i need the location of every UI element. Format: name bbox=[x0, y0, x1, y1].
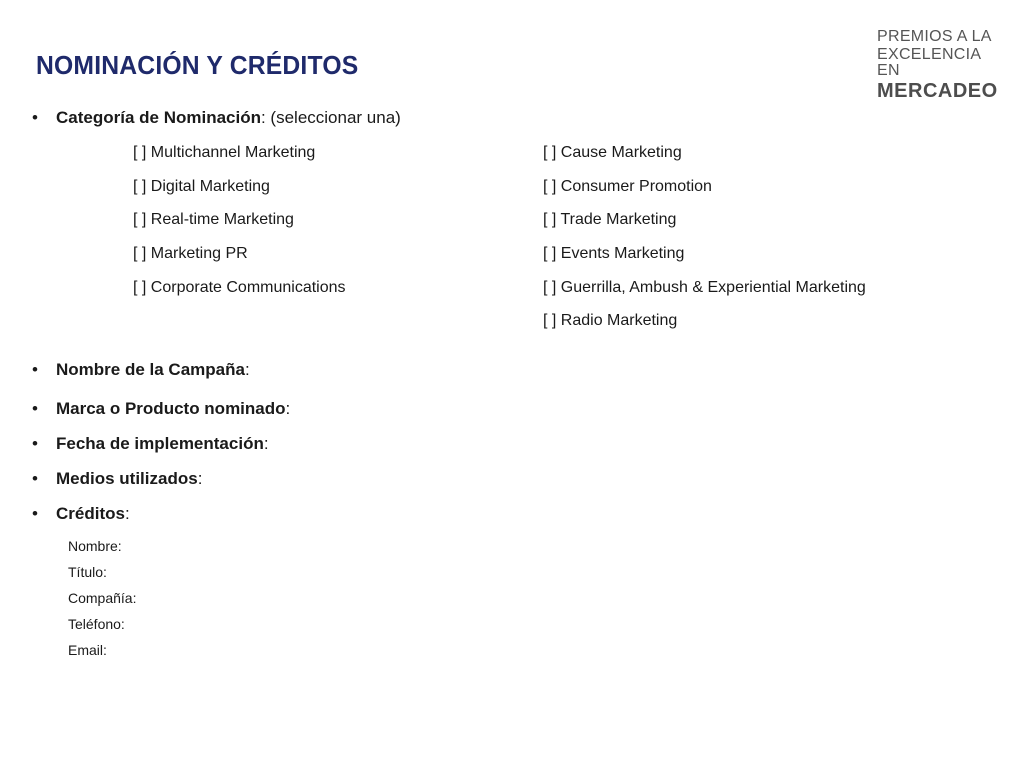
credit-email: Email: bbox=[68, 642, 107, 658]
credit-phone: Teléfono: bbox=[68, 616, 125, 632]
option-multichannel-marketing[interactable]: [ ] Multichannel Marketing bbox=[133, 144, 316, 161]
bullet-icon: • bbox=[32, 504, 38, 523]
field-label: Fecha de implementación bbox=[56, 434, 264, 453]
field-credits bbox=[32, 504, 130, 524]
bullet-icon: • bbox=[32, 399, 38, 418]
field-colon: : bbox=[244, 360, 250, 379]
field-implementation-date bbox=[32, 434, 269, 454]
option-marketing-pr[interactable]: [ ] Marketing PR bbox=[133, 245, 248, 262]
option-real-time-marketing[interactable]: [ ] Real-time Marketing bbox=[133, 211, 294, 228]
field-media-used bbox=[32, 469, 202, 489]
option-radio-marketing[interactable]: [ ] Radio Marketing bbox=[543, 312, 678, 329]
field-colon: : bbox=[285, 399, 291, 418]
credit-title: Título: bbox=[68, 564, 107, 580]
logo-line-1: PREMIOS A LA bbox=[877, 28, 992, 45]
field-colon: : bbox=[263, 434, 269, 453]
field-colon: : bbox=[197, 469, 203, 488]
field-colon: : bbox=[124, 504, 130, 523]
option-guerrilla-ambush-experiential[interactable]: [ ] Guerrilla, Ambush & Experiential Marketing bbox=[543, 279, 866, 296]
field-label: Créditos bbox=[56, 504, 125, 523]
option-digital-marketing[interactable]: [ ] Digital Marketing bbox=[133, 178, 270, 195]
bullet-icon: • bbox=[32, 108, 38, 127]
option-corporate-communications[interactable]: [ ] Corporate Communications bbox=[133, 279, 346, 296]
logo-line-3: MERCADEO bbox=[877, 80, 998, 102]
field-brand-product bbox=[32, 399, 290, 419]
field-campaign-name bbox=[32, 360, 250, 380]
bullet-icon: • bbox=[32, 434, 38, 453]
option-consumer-promotion[interactable]: [ ] Consumer Promotion bbox=[543, 178, 712, 195]
option-events-marketing[interactable]: [ ] Events Marketing bbox=[543, 245, 685, 262]
logo-line-2: EXCELENCIA EN bbox=[877, 46, 981, 79]
category-instruction: : (seleccionar una) bbox=[260, 108, 401, 127]
field-label: Medios utilizados bbox=[56, 469, 198, 488]
option-trade-marketing[interactable]: [ ] Trade Marketing bbox=[543, 211, 677, 228]
option-cause-marketing[interactable]: [ ] Cause Marketing bbox=[543, 144, 682, 161]
field-label: Marca o Producto nominado bbox=[56, 399, 286, 418]
field-label: Nombre de la Campaña bbox=[56, 360, 245, 379]
category-heading bbox=[32, 108, 401, 128]
credit-name: Nombre: bbox=[68, 538, 122, 554]
category-label: Categoría de Nominación bbox=[56, 108, 261, 127]
credit-company: Compañía: bbox=[68, 590, 137, 606]
brand-logo bbox=[877, 29, 1007, 101]
page-title: NOMINACIÓN Y CRÉDITOS bbox=[36, 50, 359, 80]
bullet-icon: • bbox=[32, 469, 38, 488]
bullet-icon: • bbox=[32, 360, 38, 379]
